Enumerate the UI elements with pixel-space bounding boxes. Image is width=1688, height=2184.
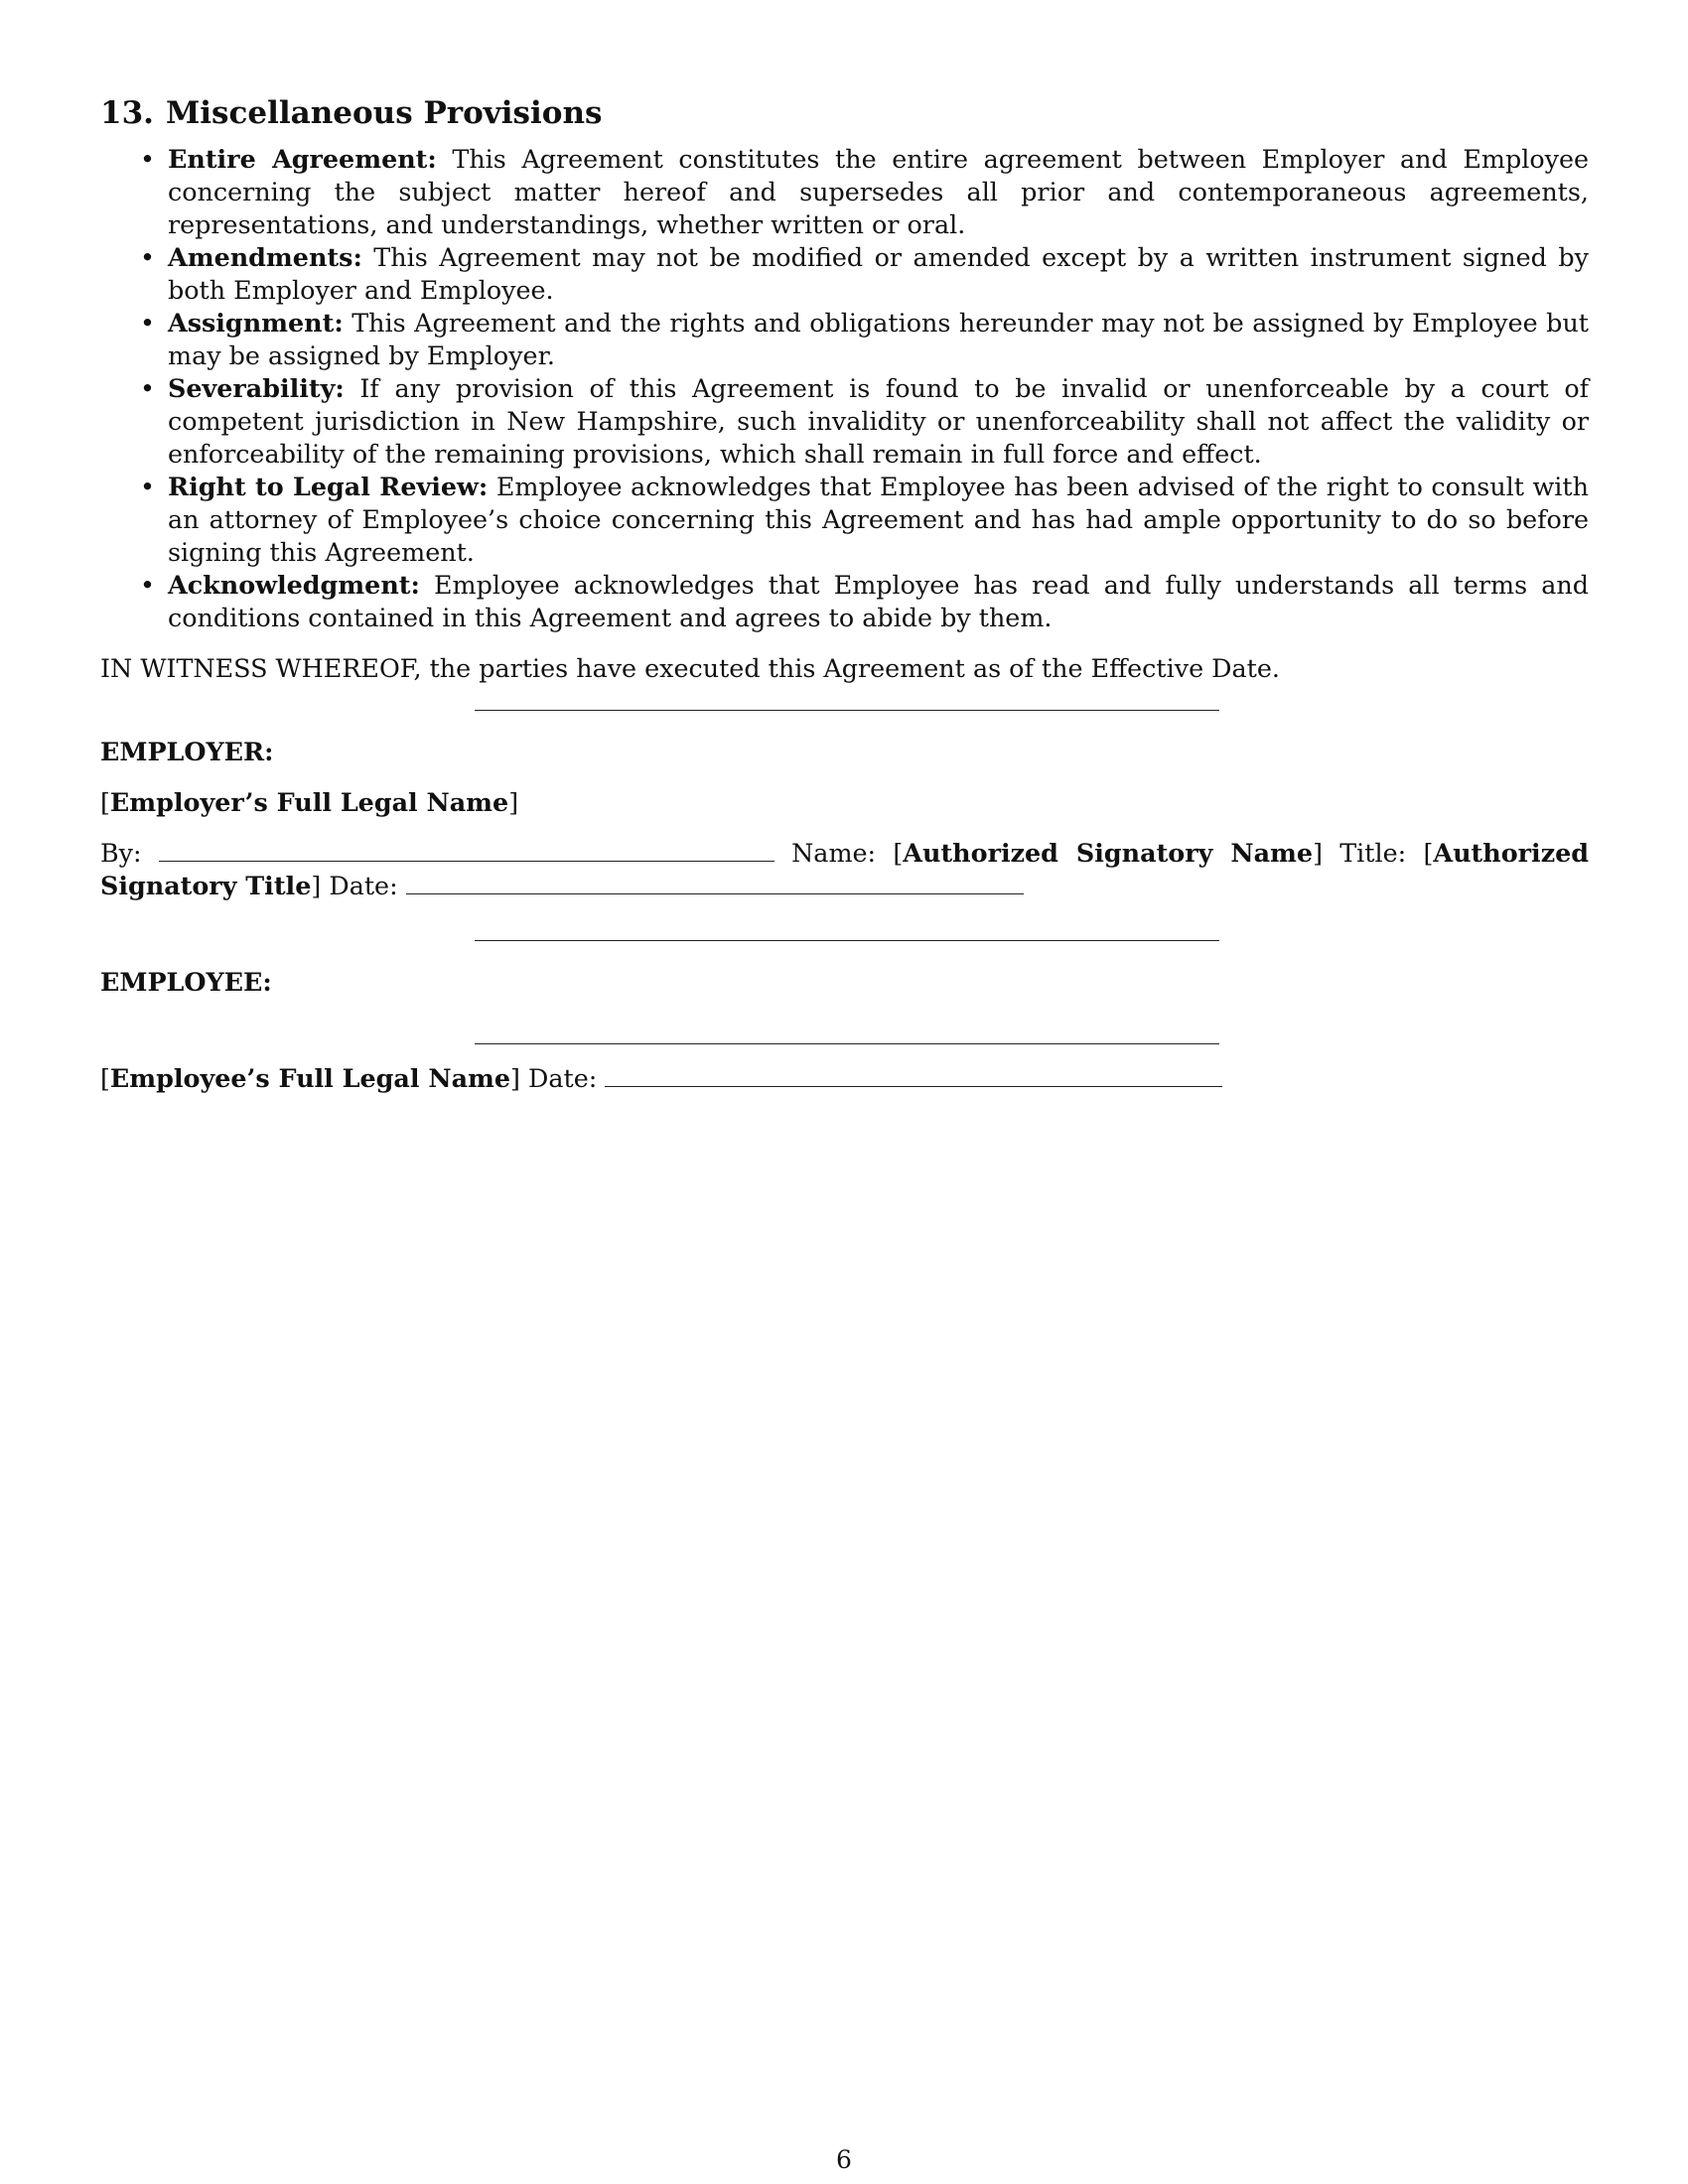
bullet-icon: • (140, 308, 155, 338)
section-heading (100, 93, 1589, 133)
employer-signature-block: By: Name: [Authorized Signatory Name] Title: [Authorized Signatory Title] Date: (100, 838, 1590, 900)
provision-text: This Agreement and the rights and obligations hereunder may not be assigned by Employee but may be assigned by Employer. (168, 308, 1589, 370)
provision-text: If any provision of this Agreement is found to be invalid or unenforceable by a court of competent jurisdiction in New Hampshire, such invalidity or unenforceability shall not affect the validity or enforceability of the remaining provisions, which shall remain in full force and effect. (168, 373, 1590, 469)
provision-text: Employee acknowledges that Employee has been advised of the right to consult with an attorney of Employee’s choice concerning this Agreement and has had ample opportunity to do so before signing this Agreement. (168, 472, 1589, 567)
provision-text: This Agreement may not be modified or amended except by a written instrument signed by both Employer and Employee. (168, 242, 1589, 305)
employee-signature-field[interactable] (475, 1043, 1219, 1044)
name-label: Name: (791, 838, 877, 868)
document-page (100, 89, 1589, 1095)
provision-text: This Agreement constitutes the entire agreement between Employer and Employee concerning the subject matter hereof and supersedes all prior and contemporaneous agreements, representations, and understandings, whether written or oral. (168, 144, 1590, 239)
signature-rule-employee-top (475, 940, 1219, 941)
list-item (140, 307, 1589, 372)
page-number: 6 (836, 2145, 852, 2174)
list-item (140, 143, 1590, 241)
bullet-icon: • (140, 373, 155, 403)
section-title: Miscellaneous Provisions (165, 95, 603, 131)
bullet-icon: • (140, 242, 155, 272)
provision-text: Employee acknowledges that Employee has read and fully understands all terms and conditions contained in this Agreement and agrees to abide by them. (168, 570, 1589, 632)
bullet-icon: • (140, 144, 155, 174)
employer-date-label: Date: (329, 871, 398, 900)
bullet-icon: • (140, 472, 155, 501)
provision-term: Acknowledgment: (168, 570, 420, 600)
employer-name-line: [Employer’s Full Legal Name] (100, 787, 519, 817)
employee-name-placeholder: Employee’s Full Legal Name (109, 1063, 511, 1093)
provisions-list (100, 143, 1589, 634)
employee-label: EMPLOYEE: (100, 967, 272, 997)
provision-term: Severability: (168, 373, 345, 403)
employee-date-label: Date: (528, 1063, 598, 1093)
employer-signature-field[interactable] (159, 839, 774, 862)
provision-term: Entire Agreement: (168, 144, 437, 174)
signatory-name-placeholder: Authorized Signatory Name (903, 838, 1314, 868)
list-item (140, 471, 1589, 569)
provision-term: Assignment: (168, 308, 344, 338)
title-label: Title: (1339, 838, 1407, 868)
list-item (140, 569, 1589, 634)
employer-date-field[interactable] (406, 872, 1024, 894)
list-item (140, 372, 1590, 471)
employer-label: EMPLOYER: (100, 737, 274, 766)
signature-rule-employer (475, 710, 1219, 711)
provision-term: Amendments: (168, 242, 362, 272)
employee-name-line: [Employee’s Full Legal Name] Date: (100, 1062, 1589, 1095)
employee-date-field[interactable] (605, 1064, 1222, 1087)
provision-term: Right to Legal Review: (168, 472, 489, 501)
signatory-title-placeholder: Authorized Signatory Title (100, 838, 1590, 900)
employer-name-placeholder: Employer’s Full Legal Name (109, 787, 509, 817)
witness-statement: IN WITNESS WHEREOF, the parties have executed this Agreement as of the Effective Date. (100, 653, 1280, 683)
by-label: By: (100, 838, 142, 868)
section-number: 13. (100, 95, 154, 131)
bullet-icon: • (140, 570, 155, 600)
list-item (140, 241, 1589, 307)
